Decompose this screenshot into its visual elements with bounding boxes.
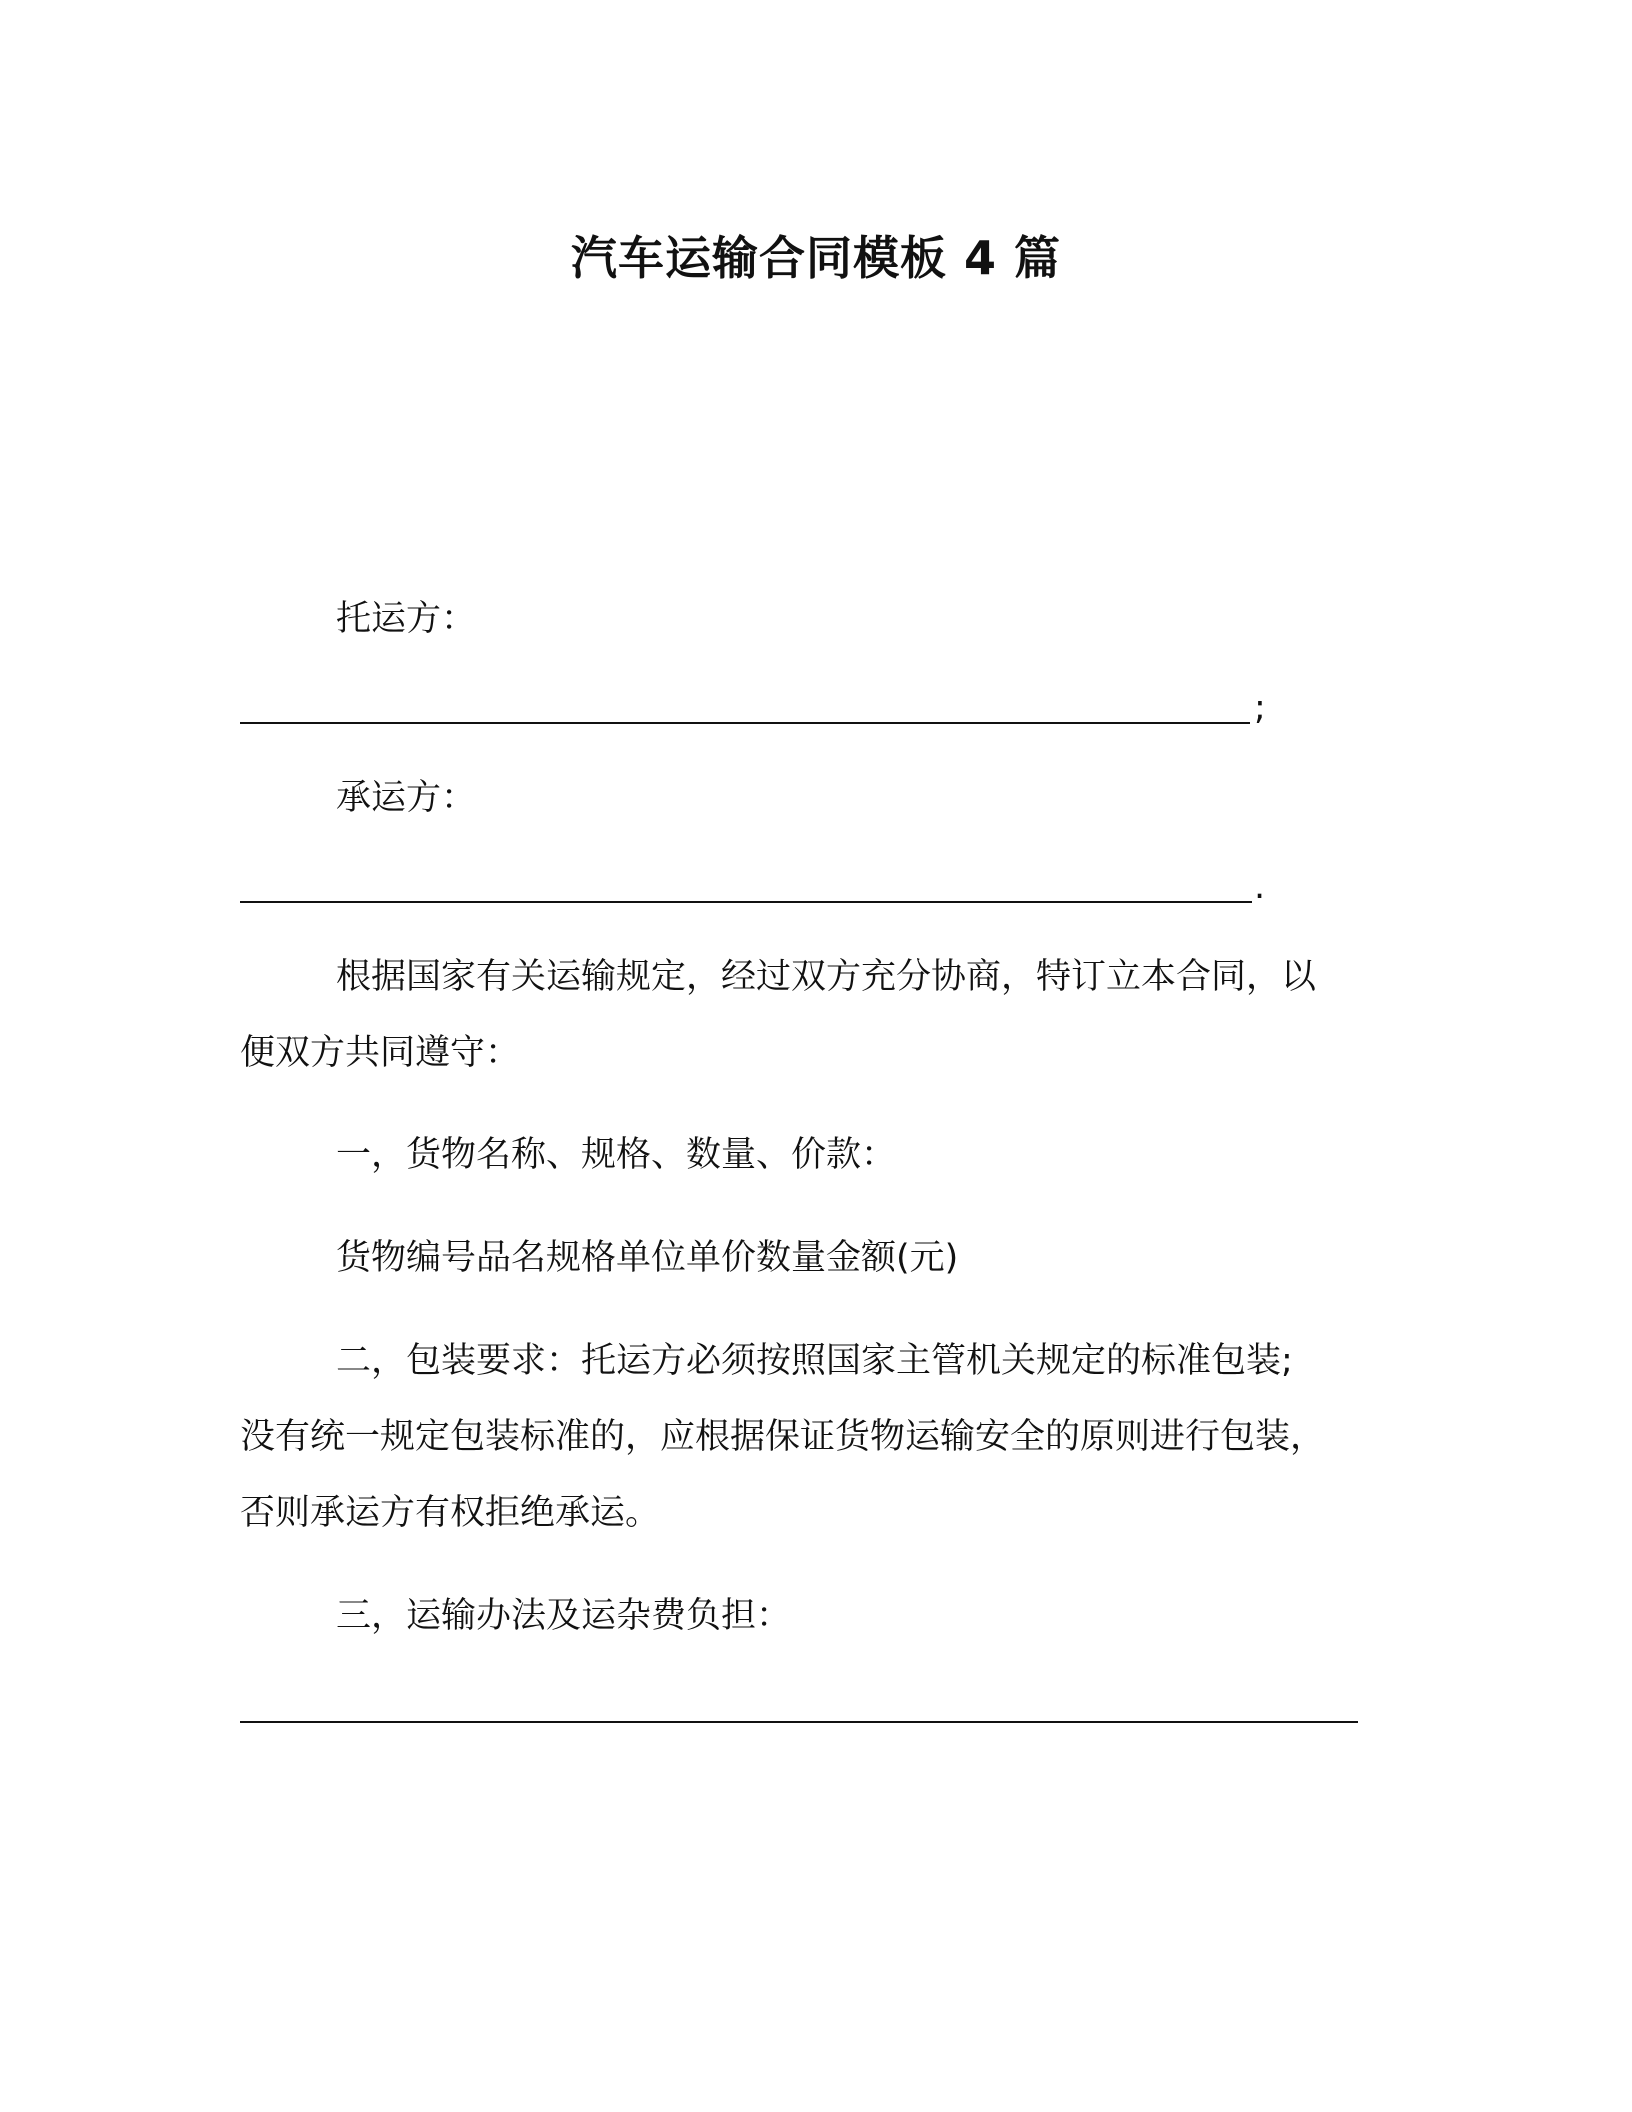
party-a-end-punct: ; (1254, 688, 1266, 728)
party-a-blank (240, 686, 1280, 730)
intro-line-1: 根据国家有关运输规定，经过双方充分协商，特订立本合同，以 (336, 957, 1317, 997)
party-b-blank-rule (240, 901, 1252, 903)
intro-line-2: 便双方共同遵守： (240, 1033, 521, 1073)
section-1-table-header: 货物编号品名规格单位单价数量金额(元) (336, 1238, 959, 1278)
section-1-heading: 一，货物名称、规格、数量、价款： (336, 1135, 897, 1175)
party-b-blank (240, 865, 1280, 909)
document-title: 汽车运输合同模板 4 篇 (570, 231, 1062, 285)
party-a-blank-rule (240, 722, 1250, 724)
section-2-line-1: 二，包装要求：托运方必须按照国家主管机关规定的标准包装; (336, 1341, 1293, 1381)
section-3-heading: 三，运输办法及运杂费负担： (336, 1596, 792, 1636)
section-2-line-2: 没有统一规定包装标准的，应根据保证货物运输安全的原则进行包装， (240, 1417, 1326, 1457)
party-b-end-punct: . (1254, 867, 1266, 907)
section-3-blank (240, 1685, 1360, 1729)
party-a-label: 托运方： (336, 599, 477, 639)
section-3-blank-rule (240, 1721, 1358, 1723)
section-2-line-3: 否则承运方有权拒绝承运。 (240, 1493, 661, 1533)
party-b-label: 承运方： (336, 778, 477, 818)
